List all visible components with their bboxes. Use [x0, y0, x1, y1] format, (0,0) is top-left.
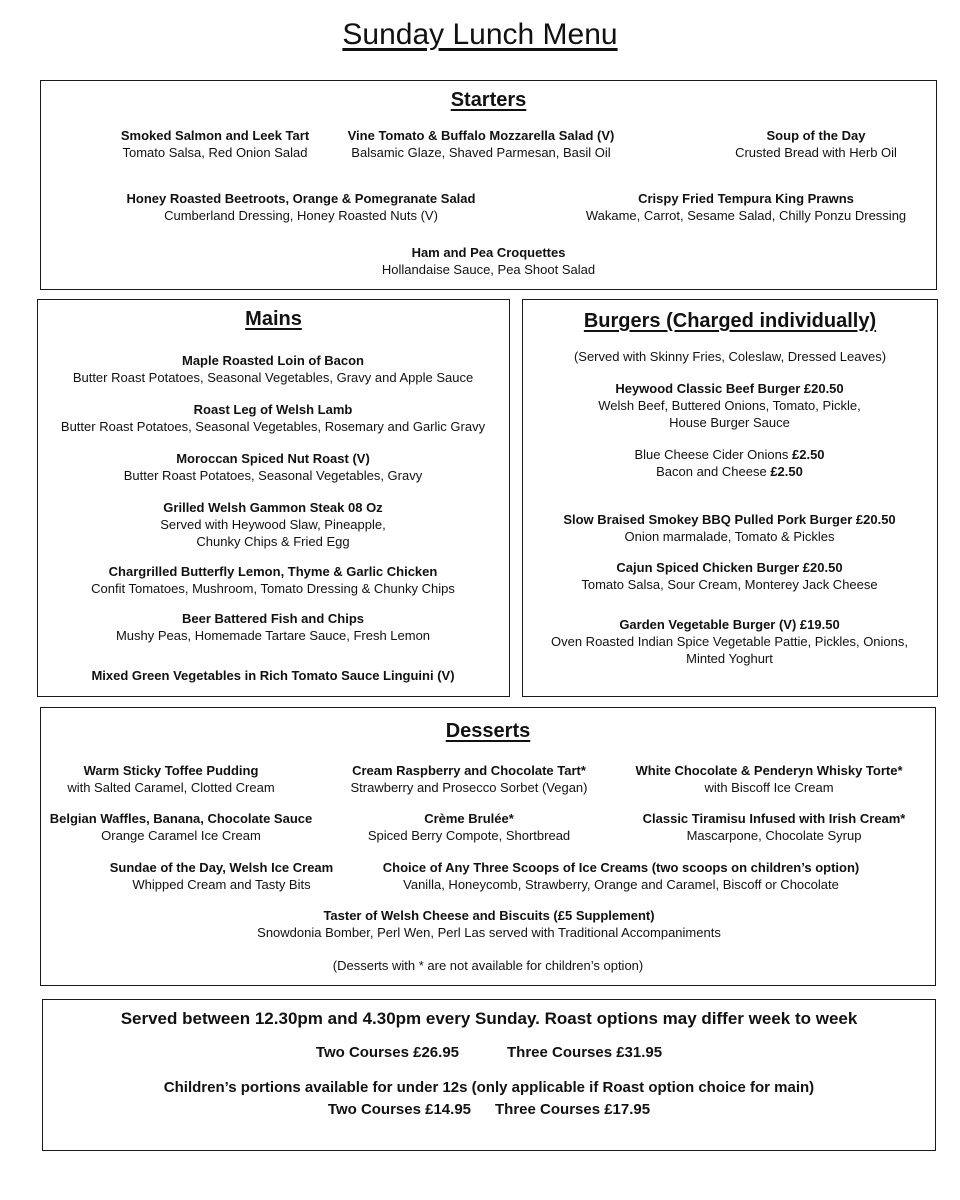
menu-item [38, 352, 508, 386]
item-description: Balsamic Glaze, Shaved Parmesan, Basil Oil [351, 145, 611, 160]
menu-item [523, 559, 936, 593]
item-description: Mushy Peas, Homemade Tartare Sauce, Fresh Lemon [115, 628, 431, 643]
item-name: Smoked Salmon and Leek Tart [120, 128, 310, 143]
item-name: Ham and Pea Croquettes [411, 245, 566, 260]
item-description: Confit Tomatoes, Mushroom, Tomato Dressing & Chunky Chips [91, 581, 455, 596]
menu-item [571, 190, 921, 224]
item-description: Welsh Beef, Buttered Onions, Tomato, Pickle, [598, 398, 861, 413]
item-description: Wakame, Carrot, Sesame Salad, Chilly Ponzu Dressing [585, 208, 907, 223]
menu-item [41, 907, 937, 941]
starters-heading: Starters [450, 89, 527, 111]
item-name: Vine Tomato & Buffalo Mozzarella Salad (V) [347, 128, 615, 143]
menu-item [316, 127, 646, 161]
info-section [42, 999, 936, 1151]
item-description: Butter Roast Potatoes, Seasonal Vegetables, Gravy and Apple Sauce [72, 370, 474, 385]
menu-item [38, 610, 508, 644]
starters-section [40, 80, 937, 290]
menu-item [38, 563, 508, 597]
item-description: Butter Roast Potatoes, Seasonal Vegetables, Gravy [123, 468, 423, 483]
menu-item [38, 450, 508, 484]
item-description: with Salted Caramel, Clotted Cream [67, 780, 275, 795]
menu-item [371, 859, 871, 893]
extra-line [523, 463, 936, 480]
item-description: Oven Roasted Indian Spice Vegetable Pattie, Pickles, Onions, [551, 634, 908, 649]
menu-item [721, 127, 911, 161]
burger-extras [523, 446, 936, 480]
item-name: Cream Raspberry and Chocolate Tart* [352, 763, 586, 778]
item-name: Garden Vegetable Burger (V) £19.50 [619, 617, 840, 632]
burgers-section [522, 299, 938, 697]
child-three-courses: Three Courses £17.95 [495, 1101, 651, 1118]
menu-item [523, 511, 936, 545]
item-description: Orange Caramel Ice Cream [101, 828, 261, 843]
extra-name: Blue Cheese Cider Onions [634, 447, 789, 462]
menu-item [341, 244, 636, 278]
item-description: Minted Yoghurt [686, 651, 773, 666]
item-name: Mixed Green Vegetables in Rich Tomato Sauce Linguini (V) [91, 668, 455, 683]
item-description: Spiced Berry Compote, Shortbread [367, 828, 571, 843]
children-note: Children’s portions available for under 12s (only applicable if Roast option choice for main) [163, 1079, 815, 1096]
item-name: Chargrilled Butterfly Lemon, Thyme & Garlic Chicken [108, 564, 438, 579]
item-name: Sundae of the Day, Welsh Ice Cream [109, 860, 334, 875]
item-description: Butter Roast Potatoes, Seasonal Vegetables, Rosemary and Garlic Gravy [60, 419, 486, 434]
item-description: Crusted Bread with Herb Oil [735, 145, 897, 160]
mains-section [37, 299, 510, 697]
adult-two-courses: Two Courses £26.95 [315, 1044, 460, 1061]
item-name: Crispy Fried Tempura King Prawns [638, 191, 854, 206]
item-description: Chunky Chips & Fried Egg [196, 534, 350, 549]
children-prices [43, 1101, 935, 1118]
menu-item [319, 762, 619, 796]
item-name: Cajun Spiced Chicken Burger £20.50 [616, 560, 843, 575]
adult-prices [43, 1044, 935, 1061]
item-name: Soup of the Day [766, 128, 866, 143]
menu-item [319, 810, 619, 844]
serving-times: Served between 12.30pm and 4.30pm every Sunday. Roast options may differ week to week [120, 1009, 858, 1028]
item-description: Cumberland Dressing, Honey Roasted Nuts (V) [164, 208, 438, 223]
desserts-note: (Desserts with * are not available for children’s option) [332, 958, 644, 973]
item-name: Beer Battered Fish and Chips [181, 611, 365, 626]
menu-item [523, 380, 936, 431]
menu-item [41, 810, 321, 844]
extra-name: Bacon and Cheese [656, 464, 767, 479]
burgers-subnote: (Served with Skinny Fries, Coleslaw, Dressed Leaves) [573, 349, 887, 364]
item-name: Warm Sticky Toffee Pudding [83, 763, 259, 778]
extra-price: £2.50 [792, 447, 825, 462]
item-description: with Biscoff Ice Cream [704, 780, 834, 795]
menu-item [99, 859, 344, 893]
item-description: Tomato Salsa, Sour Cream, Monterey Jack Cheese [581, 577, 878, 592]
item-description: Hollandaise Sauce, Pea Shoot Salad [381, 262, 596, 277]
item-description: House Burger Sauce [669, 415, 790, 430]
item-description: Onion marmalade, Tomato & Pickles [624, 529, 835, 544]
item-name: Slow Braised Smokey BBQ Pulled Pork Burger £20.50 [563, 512, 896, 527]
extra-price: £2.50 [770, 464, 803, 479]
desserts-heading: Desserts [445, 720, 531, 742]
item-name: Roast Leg of Welsh Lamb [193, 402, 353, 417]
item-description: Served with Heywood Slaw, Pineapple, [160, 517, 386, 532]
menu-item [101, 190, 501, 224]
item-description: Snowdonia Bomber, Perl Wen, Perl Las served with Traditional Accompaniments [257, 925, 721, 940]
item-name: Grilled Welsh Gammon Steak 08 Oz [163, 500, 383, 515]
extra-line [523, 446, 936, 463]
adult-three-courses: Three Courses £31.95 [507, 1044, 663, 1061]
item-name: Belgian Waffles, Banana, Chocolate Sauce [49, 811, 313, 826]
item-name: Maple Roasted Loin of Bacon [181, 353, 364, 368]
menu-item [41, 762, 301, 796]
mains-heading: Mains [245, 308, 302, 330]
burgers-heading: Burgers (Charged individually) [583, 310, 877, 332]
item-name: Crème Brulée* [424, 811, 514, 826]
item-name: Heywood Classic Beef Burger £20.50 [615, 381, 844, 396]
item-description: Strawberry and Prosecco Sorbet (Vegan) [350, 780, 588, 795]
item-description: Whipped Cream and Tasty Bits [132, 877, 311, 892]
item-description: Tomato Salsa, Red Onion Salad [122, 145, 308, 160]
item-name: Taster of Welsh Cheese and Biscuits (£5 Supplement) [323, 908, 655, 923]
page-title: Sunday Lunch Menu [342, 18, 618, 51]
menu-item [619, 762, 919, 796]
menu-item [38, 401, 508, 435]
item-name: White Chocolate & Penderyn Whisky Torte* [635, 763, 903, 778]
menu-item [38, 499, 508, 550]
item-name: Honey Roasted Beetroots, Orange & Pomegranate Salad [126, 191, 476, 206]
item-description: Vanilla, Honeycomb, Strawberry, Orange and Caramel, Biscoff or Chocolate [403, 877, 839, 892]
item-name: Choice of Any Three Scoops of Ice Creams (two scoops on children’s option) [382, 860, 860, 875]
item-description: Mascarpone, Chocolate Syrup [686, 828, 862, 843]
menu-item [523, 616, 936, 667]
menu-item [619, 810, 929, 844]
menu-item [38, 667, 508, 684]
item-name: Moroccan Spiced Nut Roast (V) [176, 451, 370, 466]
item-name: Classic Tiramisu Infused with Irish Cream* [642, 811, 906, 826]
child-two-courses: Two Courses £14.95 [327, 1101, 472, 1118]
desserts-section [40, 707, 936, 986]
